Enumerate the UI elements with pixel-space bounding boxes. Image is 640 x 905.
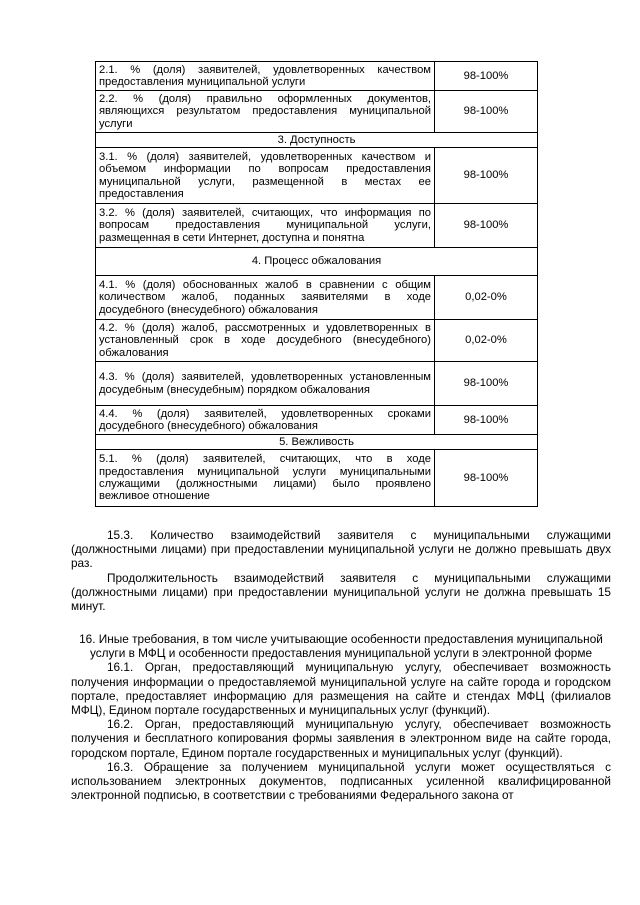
paragraph-15-3: 15.3. Количество взаимодействий заявителя с муниципальными служащими (должностными лицами) при предоставлении муниципальной услуги не должно превышать двух раз. — [71, 528, 611, 571]
section-row — [96, 133, 538, 148]
indicator-value: 98-100% — [435, 62, 538, 91]
table-row — [96, 204, 538, 248]
table-row — [96, 91, 538, 133]
table-row — [96, 276, 538, 320]
indicator-value: 0,02-0% — [435, 320, 538, 362]
indicator-description: 4.3. % (доля) заявителей, удовлетворенных установленным досудебным (внесудебным) порядком обжалования — [96, 362, 435, 406]
table-row — [96, 320, 538, 362]
section-heading: 4. Процесс обжалования — [96, 248, 538, 276]
paragraph-16-1: 16.1. Орган, предоставляющий муниципальную услугу, обеспечивает возможность получения информации о предоставляемой муниципальной услуге на сайте города и городском портале, предоставляет информацию для размещения на сайте и стендах МФЦ (филиалов МФЦ), Едином портале государственных и муниципальных услуг (функций). — [71, 660, 611, 718]
indicator-description: 4.2. % (доля) жалоб, рассмотренных и удовлетворенных в установленный срок в ходе досудебного (внесудебного) обжалования — [96, 320, 435, 362]
indicator-value: 98-100% — [435, 204, 538, 248]
indicator-description: 4.1. % (доля) обоснованных жалоб в сравнении с общим количеством жалоб, поданных заявителями в ходе досудебного (внесудебного) обжалования — [96, 276, 435, 320]
section-row — [96, 248, 538, 276]
section-row — [96, 435, 538, 450]
indicator-value: 98-100% — [435, 91, 538, 133]
indicator-value: 98-100% — [435, 406, 538, 435]
indicator-description: 3.1. % (доля) заявителей, удовлетворенных качеством и объемом информации по вопросам предоставления муниципальной услуги, размещенной в местах ее предоставления — [96, 148, 435, 204]
section-16-heading: 16. Иные требования, в том числе учитывающие особенности предоставления муниципальной услуги в МФЦ и особенности предоставления муниципальной услуги в электронной форме — [79, 632, 603, 661]
indicator-description: 5.1. % (доля) заявителей, считающих, что в ходе предоставления муниципальной услуги муниципальными служащими (должностными лицами) было проявлено вежливое отношение — [96, 450, 435, 507]
indicator-description: 4.4. % (доля) заявителей, удовлетворенных сроками досудебного (внесудебного) обжалования — [96, 406, 435, 435]
indicator-description: 2.2. % (доля) правильно оформленных документов, являющихся результатом предоставления муниципальной услуги — [96, 91, 435, 133]
indicator-description: 3.2. % (доля) заявителей, считающих, что информация по вопросам предоставления муниципальной услуги, размещенная в сети Интернет, доступна и понятна — [96, 204, 435, 248]
indicator-value: 98-100% — [435, 450, 538, 507]
table-row — [96, 362, 538, 406]
indicator-value: 98-100% — [435, 148, 538, 204]
indicator-value: 0,02-0% — [435, 276, 538, 320]
section-16-block — [71, 632, 611, 802]
interaction-limits-block — [71, 528, 611, 613]
section-heading: 3. Доступность — [96, 133, 538, 148]
table-row — [96, 62, 538, 91]
indicator-description: 2.1. % (доля) заявителей, удовлетворенных качеством предоставления муниципальной услуги — [96, 62, 435, 91]
paragraph-duration: Продолжительность взаимодействий заявителя с муниципальными служащими (должностными лицами) при предоставлении муниципальной услуги не должна превышать 15 минут. — [71, 570, 611, 614]
table-row — [96, 450, 538, 507]
paragraph-16-3: 16.3. Обращение за получением муниципальной услуги может осуществляться с использованием электронных документов, подписанных усиленной квалифицированной электронной подписью, в соответствии с требованиями Федерального закона от — [71, 759, 611, 803]
paragraph-16-2: 16.2. Орган, предоставляющий муниципальную услугу, обеспечивает возможность получения и бесплатного копирования формы заявления в электронном виде на сайте города, городском портале, Едином портале государственных и муниципальных услуг (функций). — [71, 717, 611, 760]
indicator-value: 98-100% — [435, 362, 538, 406]
table-row — [96, 148, 538, 204]
table-row — [96, 406, 538, 435]
section-heading: 5. Вежливость — [96, 435, 538, 450]
quality-indicators-table — [95, 61, 538, 507]
